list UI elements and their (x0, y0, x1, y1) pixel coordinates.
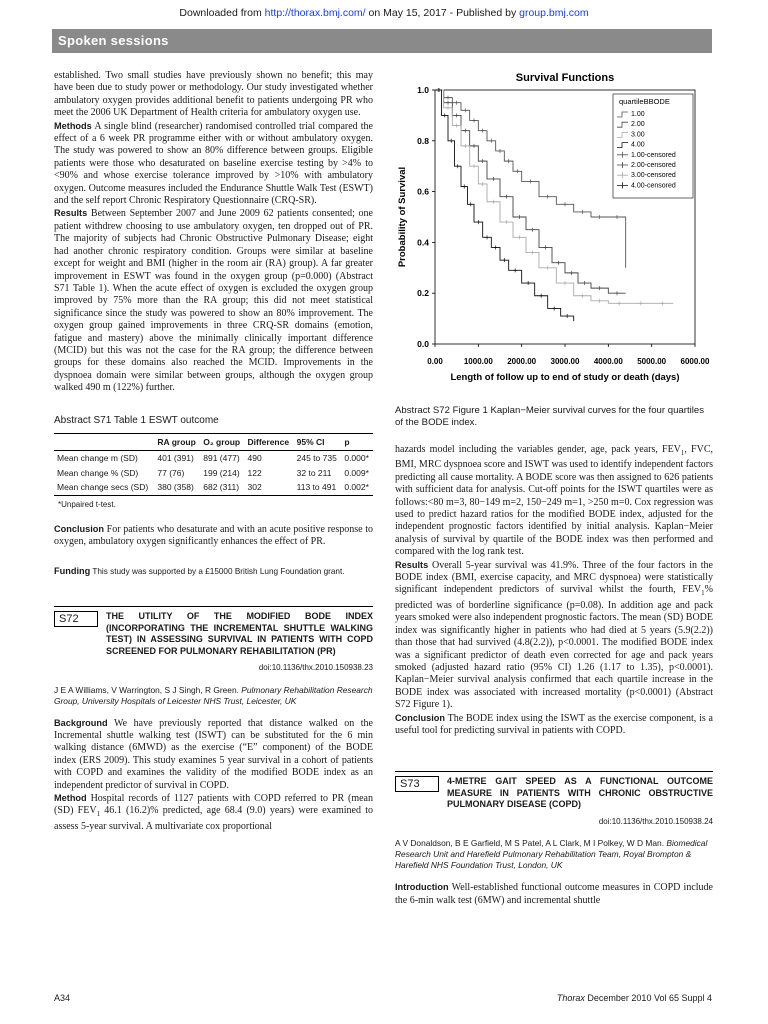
group-bmj-link[interactable]: group.bmj.com (519, 7, 589, 19)
legend-entry: 4.00-censored (631, 182, 676, 190)
conclusion-text: The BODE index using the ISWT as the exercise component, is a useful tool for predicting survival in patients with COPD. (395, 712, 713, 736)
s73-number: S73 (395, 776, 439, 792)
table-row (54, 480, 373, 495)
table-body (54, 451, 373, 495)
results-text-b: % predicted was of borderline significance (p=0.08). In addition age and pack years smoked were also independent prognostic factors. The mean (SD) BODE index was significantly higher in patients who had died at 5 years (5.9(2.2)) than those that had survived (4.8(2.2)), p<0.0001. The modified BODE index was a significant predictor of death even corrected for age and pack years smoked (adjusted hazard ratio (95% CI) 1.26 (1.17 to 1.35), p<0.0001). Kaplan−Meier survival analysis confirmed that each quartile increase in the BODE index was associated with increased mortality (p<0.0001) (Abstract S72 Figure 1). (395, 584, 713, 711)
chart-title: Survival Functions (515, 72, 615, 84)
legend-entry: 3.00-censored (631, 172, 676, 180)
funding-label: Funding (54, 565, 91, 576)
s73-header (395, 771, 713, 811)
results-label: Results (54, 208, 88, 219)
legend-entry: 2.00 (631, 121, 645, 129)
s73-doi: doi:10.1136/thx.2010.150938.24 (598, 816, 713, 826)
download-notice (0, 7, 768, 19)
background-label: Background (54, 717, 108, 728)
fev-subscript: 1 (701, 589, 705, 598)
table-header-cell: Difference (245, 433, 294, 450)
table-cell: Mean change m (SD) (57, 453, 138, 464)
thorax-link[interactable]: http://thorax.bmj.com/ (264, 7, 366, 19)
x-tick-label: 3000.00 (550, 357, 580, 366)
legend-title: quartileBBODE (619, 97, 670, 106)
fev-subscript: 1 (680, 449, 685, 457)
legend-entry: 1.00 (631, 111, 645, 118)
s72-title: THE UTILITY OF THE MODIFIED BODE INDEX (INCORPORATING THE INCREMENTAL SHUTTLE WALKING TEST) IN ASSESSING SURVIVAL IN PATIENTS WITH COPD SCREENED FOR PULMONARY REHABILITATION (PR) (106, 611, 373, 656)
table-cell: 0.009* (344, 467, 369, 478)
s72-authors (54, 685, 373, 707)
conclusion-label: Conclusion (395, 712, 446, 723)
s73-author-names: A V Donaldson, B E Garfield, M S Patel, A L Clark, M I Polkey, W D Man. (395, 838, 665, 849)
table-header-cell: p (341, 433, 373, 450)
x-tick-label: 6000.00 (680, 357, 710, 366)
table-cell: 77 (76) (157, 467, 185, 478)
table-title: Abstract S71 Table 1 ESWT outcome (54, 414, 219, 426)
y-axis-label: Probability of Survival (397, 166, 408, 268)
results-label: Results (395, 559, 429, 570)
table-cell: 32 to 211 (296, 467, 332, 478)
table-cell: 245 to 735 (296, 453, 337, 464)
s72-continued (395, 444, 713, 559)
conclusion-label: Conclusion (54, 524, 105, 534)
legend-entry: 3.00 (631, 131, 645, 139)
s71-results (54, 207, 373, 394)
legend-entry: 2.00-censored (631, 162, 676, 169)
table-header-row (54, 433, 373, 450)
table-cell: Mean change % (SD) (57, 467, 139, 478)
s72-background (54, 717, 373, 792)
introduction-text: Well-established functional outcome measures in COPD include the 6-min walk test (6MW) and incremental shuttle (395, 882, 713, 906)
table-row (54, 466, 373, 480)
s73-title: 4-METRE GAIT SPEED AS A FUNCTIONAL OUTCOME MEASURE IN PATIENTS WITH CHRONIC OBSTRUCTIVE PULMONARY DISEASE (COPD) (447, 776, 713, 810)
s73-affiliation: Biomedical Research Unit and Harefield Pulmonary Rehabilitation Team, Royal Brompton & Harefield NHS Foundation Trust, London, UK (395, 838, 708, 871)
survival-chart (395, 66, 713, 400)
table-cell: 122 (247, 467, 262, 478)
s72-conclusion (395, 712, 713, 738)
method-label: Method (54, 793, 87, 804)
table-row (54, 451, 373, 466)
section-title: Spoken sessions (58, 33, 169, 48)
s72-number: S72 (54, 611, 98, 627)
journal-issue: December 2010 Vol 65 Suppl 4 (584, 993, 712, 1003)
table-cell: Mean change secs (SD) (54, 480, 154, 495)
table-cell: 113 to 491 (294, 480, 342, 495)
journal-footer (557, 993, 712, 1003)
conclusion-text: For patients who desaturate and with an acute positive response to oxygen, ambulatory oxygen significantly enhances the effect of PR. (54, 524, 373, 548)
download-prefix: Downloaded from (179, 7, 265, 19)
results-text-a: Overall 5-year survival was 41.9%. Three of the four factors in the BODE index (BMI, exercise capacity, and MRC dyspnoea) were statistically significant independent predictors of survival whilst the fourth, FEV (395, 559, 713, 596)
y-tick-label: 0.8 (417, 135, 429, 146)
x-axis-label: Length of follow up to end of study or death (days) (450, 372, 680, 383)
download-middle: on May 15, 2017 - Published by (365, 7, 520, 19)
s73-introduction (395, 881, 713, 907)
s73-authors (395, 838, 713, 871)
cont-text-b: , FVC, BMI, MRC dyspnoea score and ISWT was used to identify independent factors predicting all cause mortality. A BODE score was then assigned to 626 patients with sufficient data for analysis. Cut-off points for the ISWT quartiles were as follows:<80 m=3, 80−149 m=2, 150−249 m=1, >250 m=0. Cox regression was used to predict hazard ratios for the modified BODE index, adjusted for the independent prognostic factors identified by initial analysis. Kaplan−Meier analysis of survival by quartile of the BODE index was then performed and compared with the log rank test. (395, 444, 713, 558)
funding-text: This study was supported by a £15000 British Lung Foundation grant. (90, 566, 345, 576)
method-text-b: 46.1 (16.2)% predicted, age 68.4 (9.0) years) were examined to assess 5-year survival. A multivariate cox proportional (54, 805, 373, 832)
table-cell: 0.000* (344, 453, 369, 464)
legend-entry: 1.00-censored (631, 151, 676, 159)
table-cell: 199 (214) (203, 467, 240, 478)
journal-name: Thorax (556, 993, 585, 1003)
introduction-label: Introduction (395, 882, 449, 893)
method-text-a: Hospital records of 1127 patients with COPD referred to PR (mean (SD) FEV (54, 793, 373, 817)
fev-subscript: 1 (96, 810, 101, 819)
table-header-cell (54, 433, 154, 450)
s71-intro: established. Two small studies have previously shown no benefit; this may have been due to study power or methodology. Our study investigated whether ambulatory oxygen provides additional benefit to patients undergoing PR who meet the 2006 UK Department of Health criteria for ambulatory oxygen use. (54, 70, 373, 119)
table-cell: 302 (245, 480, 294, 495)
s72-results (395, 559, 713, 712)
s72-method (54, 792, 373, 833)
y-tick-label: 0.0 (417, 339, 429, 349)
table-header-cell: O₂ group (200, 433, 244, 450)
legend-entry: 4.00 (631, 141, 645, 149)
eswt-table (54, 433, 373, 496)
results-text: Between September 2007 and June 2009 62 patients consented; one patient withdrew choosing to use ambulatory oxygen, ten dropped out of PR. The majority of subjects had Chronic Obstructive Pulmonary Disease; eight had another chronic respiratory condition. Groups were similar at baseline except for weight and BMI (higher in the room air (RA) group). A far greater improvement in ESWT was found in the oxygen group (p=0.000) (Abstract S71 Table 1). When the acute effect of oxygen is excluded the oxygen group improved by 75% more than the RA group; this did not meet statistical significance since the study was powered to show an 80% improvement. The oxygen group gained improvements in three CRQ-SR domains (emotion, fatigue and mastery) above the minimally clinically important difference (MCID) but this was not the case for the RA group; the difference between groups for these domains also reached the MCID. Improvements in the dyspnoea domain were similar between groups, although the oxygen group walked 490 m (122%) further. (54, 208, 373, 394)
cont-text-a: hazards model including the variables gender, age, pack years, FEV (395, 444, 681, 455)
table-cell: 401 (391) (157, 453, 194, 464)
s72-affiliation: Pulmonary Rehabilitation Research Group, University Hospitals of Leicester NHS Trust, Leicester, UK (54, 684, 373, 706)
table-cell: 682 (311) (200, 480, 244, 495)
section-banner (52, 29, 712, 53)
methods-label: Methods (54, 120, 92, 131)
table-cell: 490 (247, 453, 262, 464)
s71-methods (54, 120, 373, 208)
s71-conclusion (54, 523, 373, 549)
funding (54, 565, 373, 578)
x-tick-label: 5000.00 (637, 357, 667, 366)
s72-header (54, 606, 373, 657)
x-tick-label: 4000.00 (593, 357, 623, 366)
y-tick-label: 0.4 (417, 237, 429, 248)
table-header-cell: 95% CI (294, 433, 342, 450)
y-tick-label: 1.0 (417, 85, 429, 95)
table-cell: 380 (358) (154, 480, 200, 495)
background-text: We have previously reported that distance walked on the Incremental shuttle walking test (ISWT) can be substituted for the 6 min walking distance (6MWD) as the exercise (“E” component) of the BODE index (ERS 2009). This study examines 5 year survival in a cohort of patients with COPD and examines the validity of the modified BODE index as an independent predictor of survival in COPD. (54, 717, 373, 791)
page-number: A34 (54, 993, 71, 1003)
table-cell: 891 (477) (203, 453, 240, 464)
x-tick-label: 0.00 (427, 357, 443, 366)
y-tick-label: 0.6 (417, 186, 429, 197)
x-tick-label: 2000.00 (507, 357, 537, 366)
table-note: *Unpaired t-test. (58, 499, 116, 509)
methods-text: A single blind (researcher) randomised controlled trial compared the effect of a 6 week PR programme either with or without ambulatory oxygen. The study was powered to show an 80% difference between groups. Eligible patients were those who desaturated on baseline exercise testing by >4% to <90% and whose exercise tolerance improved by >10% with ambulatory oxygen. Outcome measures included the Endurance Shuttle Walk Test (ESWT) and the self report Chronic Respiratory Questionnaire (CRQ-SR). (54, 120, 373, 207)
right-column (395, 444, 713, 907)
table-cell: 0.002* (341, 480, 373, 495)
s72-doi: doi:10.1136/thx.2010.150938.23 (258, 663, 373, 673)
table-header-cell: RA group (154, 433, 200, 450)
x-tick-label: 1000.00 (463, 357, 493, 366)
y-tick-label: 0.2 (417, 288, 429, 299)
figure-caption: Abstract S72 Figure 1 Kaplan−Meier survival curves for the four quartiles of the BODE index. (395, 405, 705, 428)
s72-author-names: J E A Williams, V Warrington, S J Singh, R Green. (54, 684, 239, 695)
left-column (54, 70, 373, 833)
